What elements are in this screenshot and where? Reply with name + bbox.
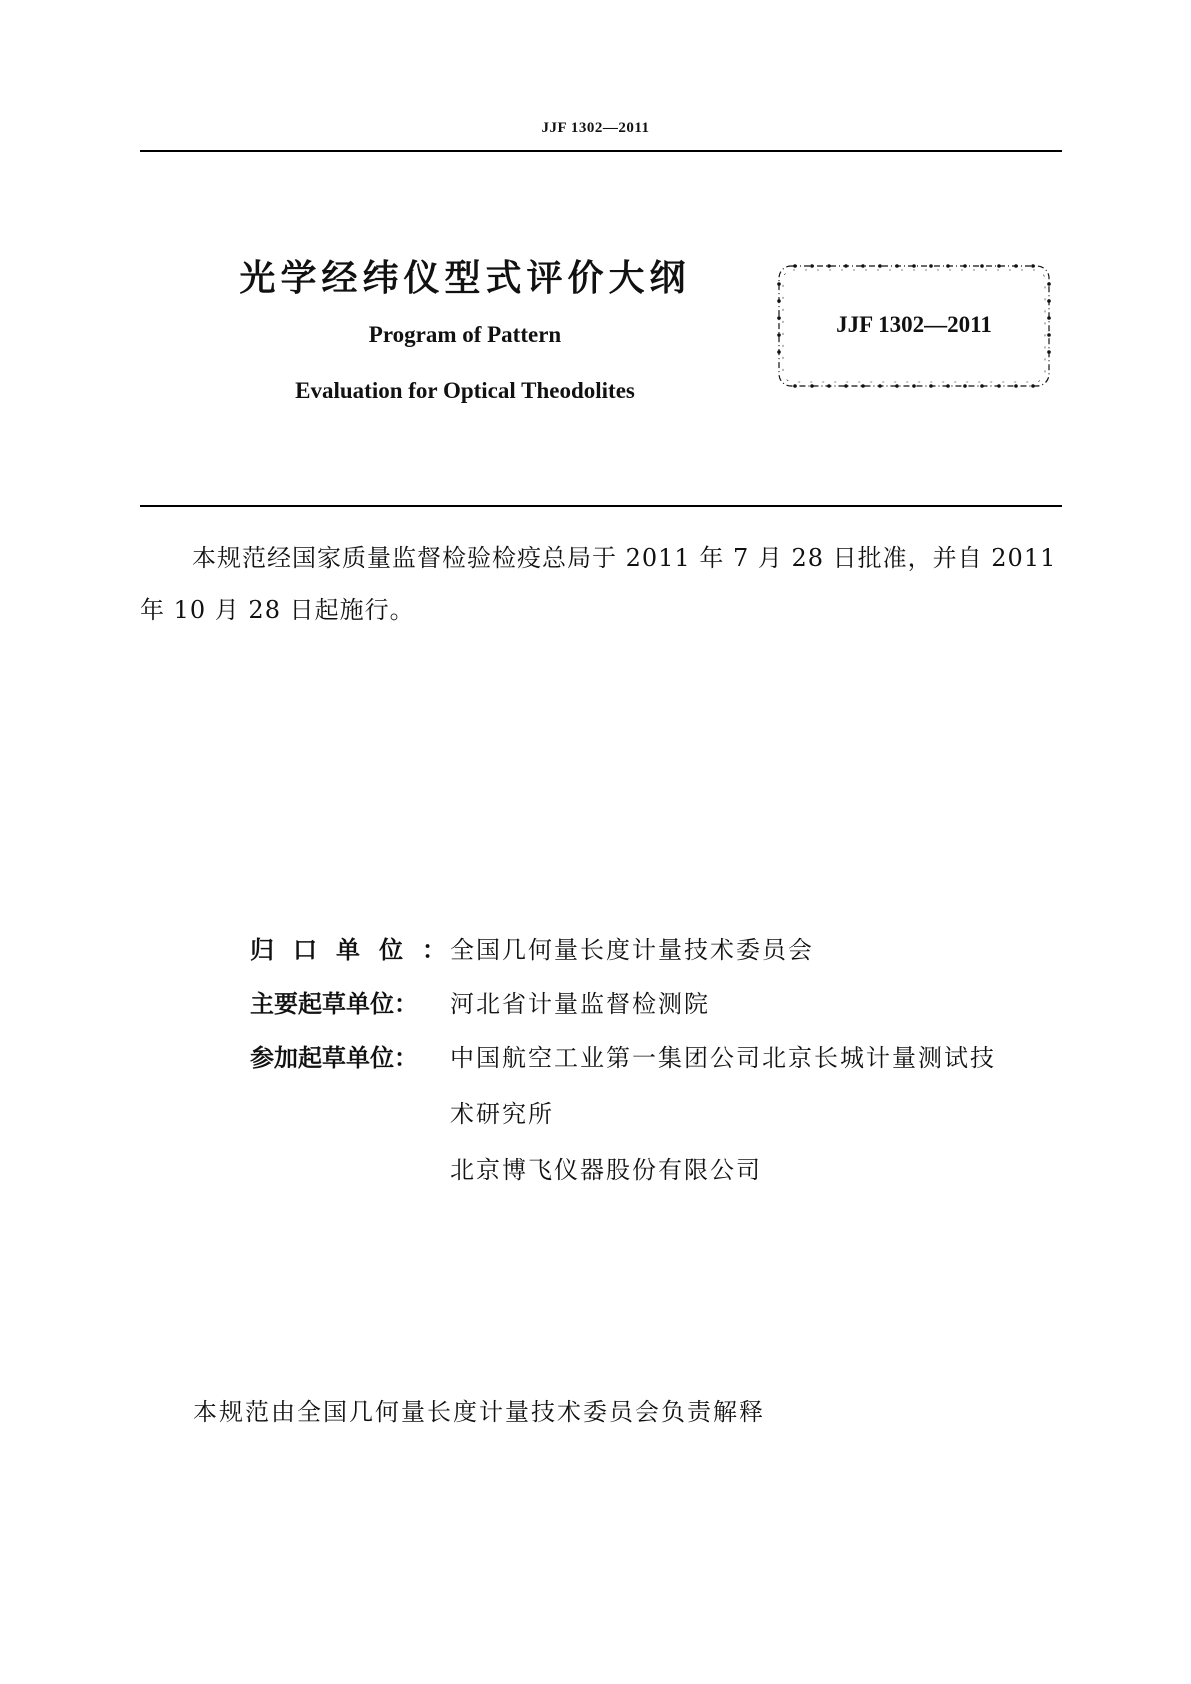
participating-drafters-row [250, 1038, 996, 1078]
participating-drafter-2: 北京博飞仪器股份有限公司 [450, 1156, 762, 1184]
participating-drafter-1-line2: 术研究所 [450, 1100, 554, 1128]
main-drafter-row [250, 984, 710, 1024]
participating-drafters-label: 参加起草单位： [250, 1044, 418, 1072]
page-title-english-line2: Evaluation for Optical Theodolites [295, 378, 635, 403]
main-drafter-label: 主要起草单位： [250, 990, 418, 1018]
responsible-unit-row [250, 930, 814, 970]
main-drafter-value: 河北省计量监督检测院 [450, 990, 710, 1018]
page-title-chinese: 光学经纬仪型式评价大纲 [239, 258, 691, 299]
responsible-unit-label: 归口单位： [250, 936, 465, 964]
page-title-english-line1: Program of Pattern [368, 322, 562, 347]
responsible-unit-value: 全国几何量长度计量技术委员会 [450, 936, 814, 964]
participating-drafter-1-line1: 中国航空工业第一集团公司北京长城计量测试技 [450, 1044, 996, 1072]
header-rule [140, 150, 1062, 152]
section-rule [140, 505, 1062, 507]
interpretation-note: 本规范由全国几何量长度计量技术委员会负责解释 [193, 1398, 765, 1426]
header-standard-code: JJF 1302—2011 [541, 120, 650, 136]
approval-statement: 本规范经国家质量监督检验检疫总局于 2011 年 7 月 28 日批准，并自 2011 年 10 月 28 日起施行。 [140, 544, 1057, 624]
standard-code-badge: JJF 1302—2011 [836, 312, 992, 337]
